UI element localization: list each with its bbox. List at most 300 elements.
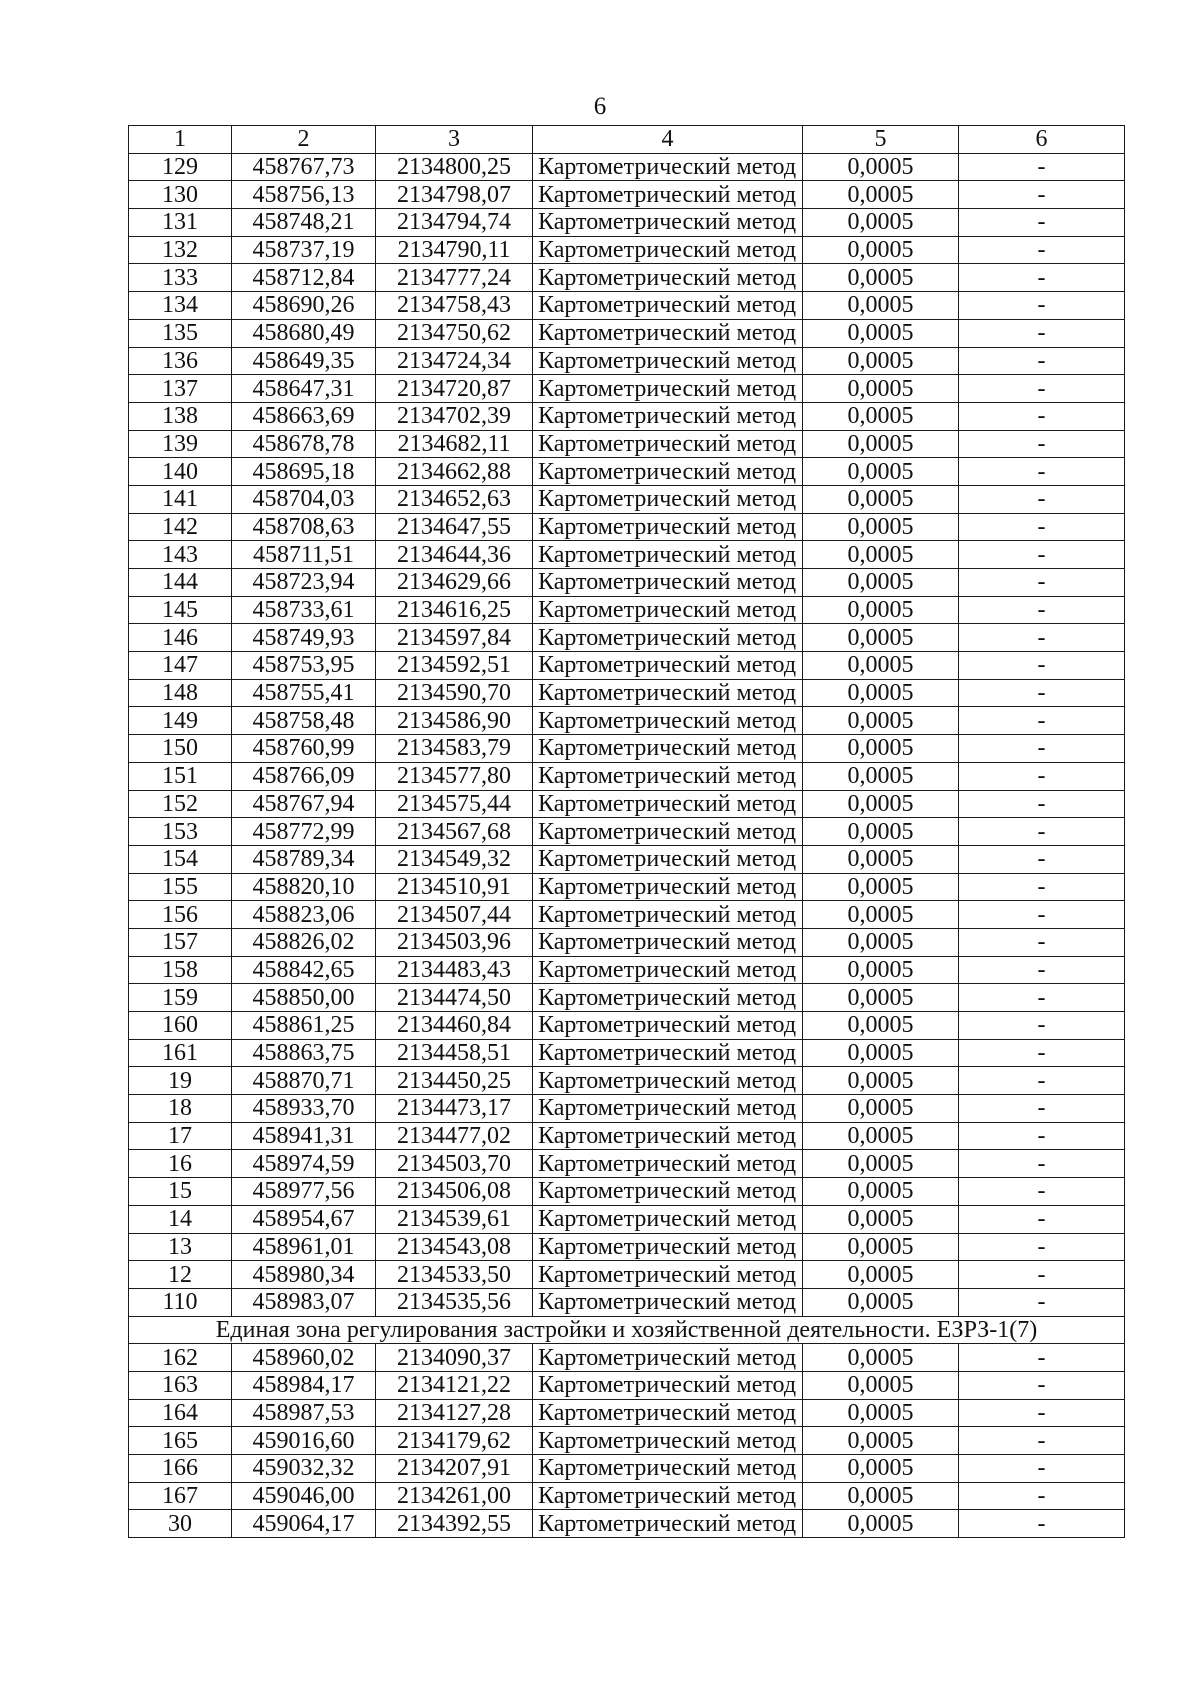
x-coordinate-cell: 458820,10 [232,873,376,901]
y-coordinate-cell: 2134644,36 [376,541,533,569]
accuracy-cell: 0,0005 [803,1510,959,1538]
x-coordinate-cell: 458733,61 [232,596,376,624]
method-cell: Картометрический метод [533,236,803,264]
method-cell: Картометрический метод [533,901,803,929]
point-number-cell: 148 [129,679,232,707]
note-cell: - [959,1233,1125,1261]
x-coordinate-cell: 458760,99 [232,735,376,763]
note-cell: - [959,1012,1125,1040]
accuracy-cell: 0,0005 [803,901,959,929]
table-row [129,1122,1125,1150]
point-number-cell: 144 [129,569,232,597]
note-cell: - [959,1482,1125,1510]
y-coordinate-cell: 2134477,02 [376,1122,533,1150]
method-cell: Картометрический метод [533,153,803,181]
table-row [129,1510,1125,1538]
method-cell: Картометрический метод [533,1399,803,1427]
header-cell: 1 [129,126,232,154]
point-number-cell: 14 [129,1205,232,1233]
table-row [129,1039,1125,1067]
y-coordinate-cell: 2134473,17 [376,1095,533,1123]
accuracy-cell: 0,0005 [803,1399,959,1427]
point-number-cell: 17 [129,1122,232,1150]
point-number-cell: 136 [129,347,232,375]
table-row [129,430,1125,458]
x-coordinate-cell: 458983,07 [232,1288,376,1316]
point-number-cell: 147 [129,652,232,680]
note-cell: - [959,292,1125,320]
table-row [129,790,1125,818]
accuracy-cell: 0,0005 [803,928,959,956]
method-cell: Картометрический метод [533,928,803,956]
note-cell: - [959,707,1125,735]
x-coordinate-cell: 458711,51 [232,541,376,569]
table-row [129,319,1125,347]
point-number-cell: 160 [129,1012,232,1040]
accuracy-cell: 0,0005 [803,762,959,790]
x-coordinate-cell: 458758,48 [232,707,376,735]
accuracy-cell: 0,0005 [803,1455,959,1483]
x-coordinate-cell: 459032,32 [232,1455,376,1483]
x-coordinate-cell: 458708,63 [232,513,376,541]
note-cell: - [959,402,1125,430]
table-row [129,956,1125,984]
note-cell: - [959,569,1125,597]
point-number-cell: 149 [129,707,232,735]
point-number-cell: 30 [129,1510,232,1538]
method-cell: Картометрический метод [533,458,803,486]
x-coordinate-cell: 458749,93 [232,624,376,652]
accuracy-cell: 0,0005 [803,1427,959,1455]
method-cell: Картометрический метод [533,1344,803,1372]
point-number-cell: 155 [129,873,232,901]
note-cell: - [959,347,1125,375]
method-cell: Картометрический метод [533,1482,803,1510]
accuracy-cell: 0,0005 [803,541,959,569]
point-number-cell: 135 [129,319,232,347]
point-number-cell: 131 [129,209,232,237]
y-coordinate-cell: 2134567,68 [376,818,533,846]
x-coordinate-cell: 458647,31 [232,375,376,403]
header-cell: 5 [803,126,959,154]
point-number-cell: 152 [129,790,232,818]
y-coordinate-cell: 2134503,70 [376,1150,533,1178]
y-coordinate-cell: 2134392,55 [376,1510,533,1538]
x-coordinate-cell: 458974,59 [232,1150,376,1178]
y-coordinate-cell: 2134460,84 [376,1012,533,1040]
method-cell: Картометрический метод [533,1150,803,1178]
method-cell: Картометрический метод [533,845,803,873]
y-coordinate-cell: 2134662,88 [376,458,533,486]
x-coordinate-cell: 458861,25 [232,1012,376,1040]
accuracy-cell: 0,0005 [803,1344,959,1372]
method-cell: Картометрический метод [533,430,803,458]
point-number-cell: 139 [129,430,232,458]
y-coordinate-cell: 2134090,37 [376,1344,533,1372]
y-coordinate-cell: 2134483,43 [376,956,533,984]
table-row [129,1012,1125,1040]
x-coordinate-cell: 458767,94 [232,790,376,818]
x-coordinate-cell: 458850,00 [232,984,376,1012]
y-coordinate-cell: 2134794,74 [376,209,533,237]
point-number-cell: 142 [129,513,232,541]
note-cell: - [959,319,1125,347]
x-coordinate-cell: 458823,06 [232,901,376,929]
point-number-cell: 146 [129,624,232,652]
method-cell: Картометрический метод [533,652,803,680]
method-cell: Картометрический метод [533,375,803,403]
point-number-cell: 19 [129,1067,232,1095]
method-cell: Картометрический метод [533,264,803,292]
accuracy-cell: 0,0005 [803,1371,959,1399]
x-coordinate-cell: 458737,19 [232,236,376,264]
note-cell: - [959,1427,1125,1455]
method-cell: Картометрический метод [533,402,803,430]
y-coordinate-cell: 2134777,24 [376,264,533,292]
method-cell: Картометрический метод [533,569,803,597]
x-coordinate-cell: 458723,94 [232,569,376,597]
table-row [129,485,1125,513]
accuracy-cell: 0,0005 [803,347,959,375]
y-coordinate-cell: 2134647,55 [376,513,533,541]
accuracy-cell: 0,0005 [803,1178,959,1206]
y-coordinate-cell: 2134586,90 [376,707,533,735]
y-coordinate-cell: 2134616,25 [376,596,533,624]
method-cell: Картометрический метод [533,984,803,1012]
method-cell: Картометрический метод [533,735,803,763]
accuracy-cell: 0,0005 [803,1288,959,1316]
method-cell: Картометрический метод [533,1039,803,1067]
y-coordinate-cell: 2134506,08 [376,1178,533,1206]
accuracy-cell: 0,0005 [803,984,959,1012]
accuracy-cell: 0,0005 [803,1012,959,1040]
note-cell: - [959,956,1125,984]
accuracy-cell: 0,0005 [803,707,959,735]
point-number-cell: 159 [129,984,232,1012]
table-row [129,1482,1125,1510]
y-coordinate-cell: 2134758,43 [376,292,533,320]
accuracy-cell: 0,0005 [803,1067,959,1095]
method-cell: Картометрический метод [533,956,803,984]
accuracy-cell: 0,0005 [803,236,959,264]
note-cell: - [959,1455,1125,1483]
x-coordinate-cell: 458842,65 [232,956,376,984]
note-cell: - [959,1371,1125,1399]
table-row [129,209,1125,237]
accuracy-cell: 0,0005 [803,181,959,209]
x-coordinate-cell: 459064,17 [232,1510,376,1538]
table-row [129,762,1125,790]
point-number-cell: 13 [129,1233,232,1261]
point-number-cell: 162 [129,1344,232,1372]
point-number-cell: 158 [129,956,232,984]
y-coordinate-cell: 2134535,56 [376,1288,533,1316]
table-row [129,624,1125,652]
y-coordinate-cell: 2134590,70 [376,679,533,707]
y-coordinate-cell: 2134510,91 [376,873,533,901]
point-number-cell: 145 [129,596,232,624]
accuracy-cell: 0,0005 [803,596,959,624]
y-coordinate-cell: 2134127,28 [376,1399,533,1427]
table-row [129,652,1125,680]
accuracy-cell: 0,0005 [803,209,959,237]
table-row [129,1455,1125,1483]
note-cell: - [959,845,1125,873]
y-coordinate-cell: 2134597,84 [376,624,533,652]
table-row [129,984,1125,1012]
table-row [129,236,1125,264]
table-header-row [129,126,1125,154]
accuracy-cell: 0,0005 [803,790,959,818]
x-coordinate-cell: 458960,02 [232,1344,376,1372]
x-coordinate-cell: 458695,18 [232,458,376,486]
point-number-cell: 129 [129,153,232,181]
note-cell: - [959,679,1125,707]
method-cell: Картометрический метод [533,1095,803,1123]
method-cell: Картометрический метод [533,1205,803,1233]
accuracy-cell: 0,0005 [803,624,959,652]
y-coordinate-cell: 2134790,11 [376,236,533,264]
table-row [129,1399,1125,1427]
y-coordinate-cell: 2134261,00 [376,1482,533,1510]
x-coordinate-cell: 458712,84 [232,264,376,292]
y-coordinate-cell: 2134724,34 [376,347,533,375]
y-coordinate-cell: 2134682,11 [376,430,533,458]
table-body [129,126,1125,1538]
y-coordinate-cell: 2134798,07 [376,181,533,209]
point-number-cell: 164 [129,1399,232,1427]
point-number-cell: 150 [129,735,232,763]
y-coordinate-cell: 2134458,51 [376,1039,533,1067]
method-cell: Картометрический метод [533,1371,803,1399]
note-cell: - [959,513,1125,541]
table-row [129,1427,1125,1455]
table-row [129,1178,1125,1206]
method-cell: Картометрический метод [533,181,803,209]
point-number-cell: 12 [129,1261,232,1289]
note-cell: - [959,209,1125,237]
method-cell: Картометрический метод [533,292,803,320]
note-cell: - [959,790,1125,818]
x-coordinate-cell: 458680,49 [232,319,376,347]
point-number-cell: 166 [129,1455,232,1483]
method-cell: Картометрический метод [533,485,803,513]
x-coordinate-cell: 458870,71 [232,1067,376,1095]
x-coordinate-cell: 458753,95 [232,652,376,680]
method-cell: Картометрический метод [533,707,803,735]
point-number-cell: 132 [129,236,232,264]
method-cell: Картометрический метод [533,513,803,541]
y-coordinate-cell: 2134629,66 [376,569,533,597]
x-coordinate-cell: 458789,34 [232,845,376,873]
y-coordinate-cell: 2134583,79 [376,735,533,763]
x-coordinate-cell: 458755,41 [232,679,376,707]
method-cell: Картометрический метод [533,679,803,707]
table-row [129,873,1125,901]
x-coordinate-cell: 458704,03 [232,485,376,513]
method-cell: Картометрический метод [533,1067,803,1095]
point-number-cell: 134 [129,292,232,320]
point-number-cell: 133 [129,264,232,292]
x-coordinate-cell: 459016,60 [232,1427,376,1455]
table-row [129,153,1125,181]
method-cell: Картометрический метод [533,1510,803,1538]
x-coordinate-cell: 458772,99 [232,818,376,846]
y-coordinate-cell: 2134507,44 [376,901,533,929]
method-cell: Картометрический метод [533,209,803,237]
note-cell: - [959,818,1125,846]
point-number-cell: 161 [129,1039,232,1067]
method-cell: Картометрический метод [533,790,803,818]
method-cell: Картометрический метод [533,319,803,347]
note-cell: - [959,1067,1125,1095]
note-cell: - [959,1178,1125,1206]
method-cell: Картометрический метод [533,541,803,569]
note-cell: - [959,236,1125,264]
note-cell: - [959,485,1125,513]
point-number-cell: 154 [129,845,232,873]
method-cell: Картометрический метод [533,1012,803,1040]
method-cell: Картометрический метод [533,1455,803,1483]
y-coordinate-cell: 2134539,61 [376,1205,533,1233]
method-cell: Картометрический метод [533,818,803,846]
x-coordinate-cell: 458766,09 [232,762,376,790]
y-coordinate-cell: 2134207,91 [376,1455,533,1483]
point-number-cell: 143 [129,541,232,569]
y-coordinate-cell: 2134800,25 [376,153,533,181]
method-cell: Картометрический метод [533,1178,803,1206]
section-title: Единая зона регулирования застройки и хозяйственной деятельности. ЕЗРЗ-1(7) [129,1316,1125,1344]
x-coordinate-cell: 458756,13 [232,181,376,209]
point-number-cell: 137 [129,375,232,403]
y-coordinate-cell: 2134592,51 [376,652,533,680]
table-row [129,679,1125,707]
point-number-cell: 153 [129,818,232,846]
table-row [129,707,1125,735]
y-coordinate-cell: 2134121,22 [376,1371,533,1399]
note-cell: - [959,153,1125,181]
note-cell: - [959,1122,1125,1150]
y-coordinate-cell: 2134533,50 [376,1261,533,1289]
accuracy-cell: 0,0005 [803,818,959,846]
note-cell: - [959,873,1125,901]
table-row [129,1150,1125,1178]
table-row [129,458,1125,486]
note-cell: - [959,652,1125,680]
accuracy-cell: 0,0005 [803,1261,959,1289]
table-row [129,1288,1125,1316]
accuracy-cell: 0,0005 [803,956,959,984]
header-cell: 6 [959,126,1125,154]
x-coordinate-cell: 458961,01 [232,1233,376,1261]
y-coordinate-cell: 2134474,50 [376,984,533,1012]
table-row [129,1233,1125,1261]
accuracy-cell: 0,0005 [803,1095,959,1123]
x-coordinate-cell: 459046,00 [232,1482,376,1510]
x-coordinate-cell: 458863,75 [232,1039,376,1067]
x-coordinate-cell: 458678,78 [232,430,376,458]
table-row [129,735,1125,763]
y-coordinate-cell: 2134179,62 [376,1427,533,1455]
accuracy-cell: 0,0005 [803,569,959,597]
note-cell: - [959,1261,1125,1289]
note-cell: - [959,375,1125,403]
accuracy-cell: 0,0005 [803,458,959,486]
accuracy-cell: 0,0005 [803,873,959,901]
note-cell: - [959,735,1125,763]
point-number-cell: 165 [129,1427,232,1455]
note-cell: - [959,901,1125,929]
table-row [129,541,1125,569]
accuracy-cell: 0,0005 [803,402,959,430]
point-number-cell: 130 [129,181,232,209]
note-cell: - [959,1205,1125,1233]
table-row [129,1067,1125,1095]
table-row [129,928,1125,956]
accuracy-cell: 0,0005 [803,430,959,458]
accuracy-cell: 0,0005 [803,1233,959,1261]
x-coordinate-cell: 458767,73 [232,153,376,181]
accuracy-cell: 0,0005 [803,679,959,707]
accuracy-cell: 0,0005 [803,153,959,181]
y-coordinate-cell: 2134577,80 [376,762,533,790]
note-cell: - [959,1344,1125,1372]
note-cell: - [959,1399,1125,1427]
method-cell: Картометрический метод [533,762,803,790]
table-row [129,1261,1125,1289]
note-cell: - [959,181,1125,209]
x-coordinate-cell: 458980,34 [232,1261,376,1289]
note-cell: - [959,596,1125,624]
method-cell: Картометрический метод [533,347,803,375]
point-number-cell: 141 [129,485,232,513]
note-cell: - [959,264,1125,292]
note-cell: - [959,541,1125,569]
note-cell: - [959,430,1125,458]
method-cell: Картометрический метод [533,596,803,624]
x-coordinate-cell: 458987,53 [232,1399,376,1427]
method-cell: Картометрический метод [533,1122,803,1150]
accuracy-cell: 0,0005 [803,845,959,873]
note-cell: - [959,1150,1125,1178]
method-cell: Картометрический метод [533,1261,803,1289]
table-row [129,375,1125,403]
x-coordinate-cell: 458690,26 [232,292,376,320]
point-number-cell: 140 [129,458,232,486]
x-coordinate-cell: 458941,31 [232,1122,376,1150]
table-row [129,513,1125,541]
accuracy-cell: 0,0005 [803,264,959,292]
y-coordinate-cell: 2134575,44 [376,790,533,818]
x-coordinate-cell: 458649,35 [232,347,376,375]
note-cell: - [959,458,1125,486]
table-row [129,569,1125,597]
accuracy-cell: 0,0005 [803,735,959,763]
table-row [129,1344,1125,1372]
accuracy-cell: 0,0005 [803,652,959,680]
accuracy-cell: 0,0005 [803,1039,959,1067]
y-coordinate-cell: 2134652,63 [376,485,533,513]
table-row [129,845,1125,873]
x-coordinate-cell: 458663,69 [232,402,376,430]
table-row [129,1371,1125,1399]
note-cell: - [959,1039,1125,1067]
accuracy-cell: 0,0005 [803,1122,959,1150]
point-number-cell: 157 [129,928,232,956]
note-cell: - [959,624,1125,652]
point-number-cell: 167 [129,1482,232,1510]
y-coordinate-cell: 2134503,96 [376,928,533,956]
